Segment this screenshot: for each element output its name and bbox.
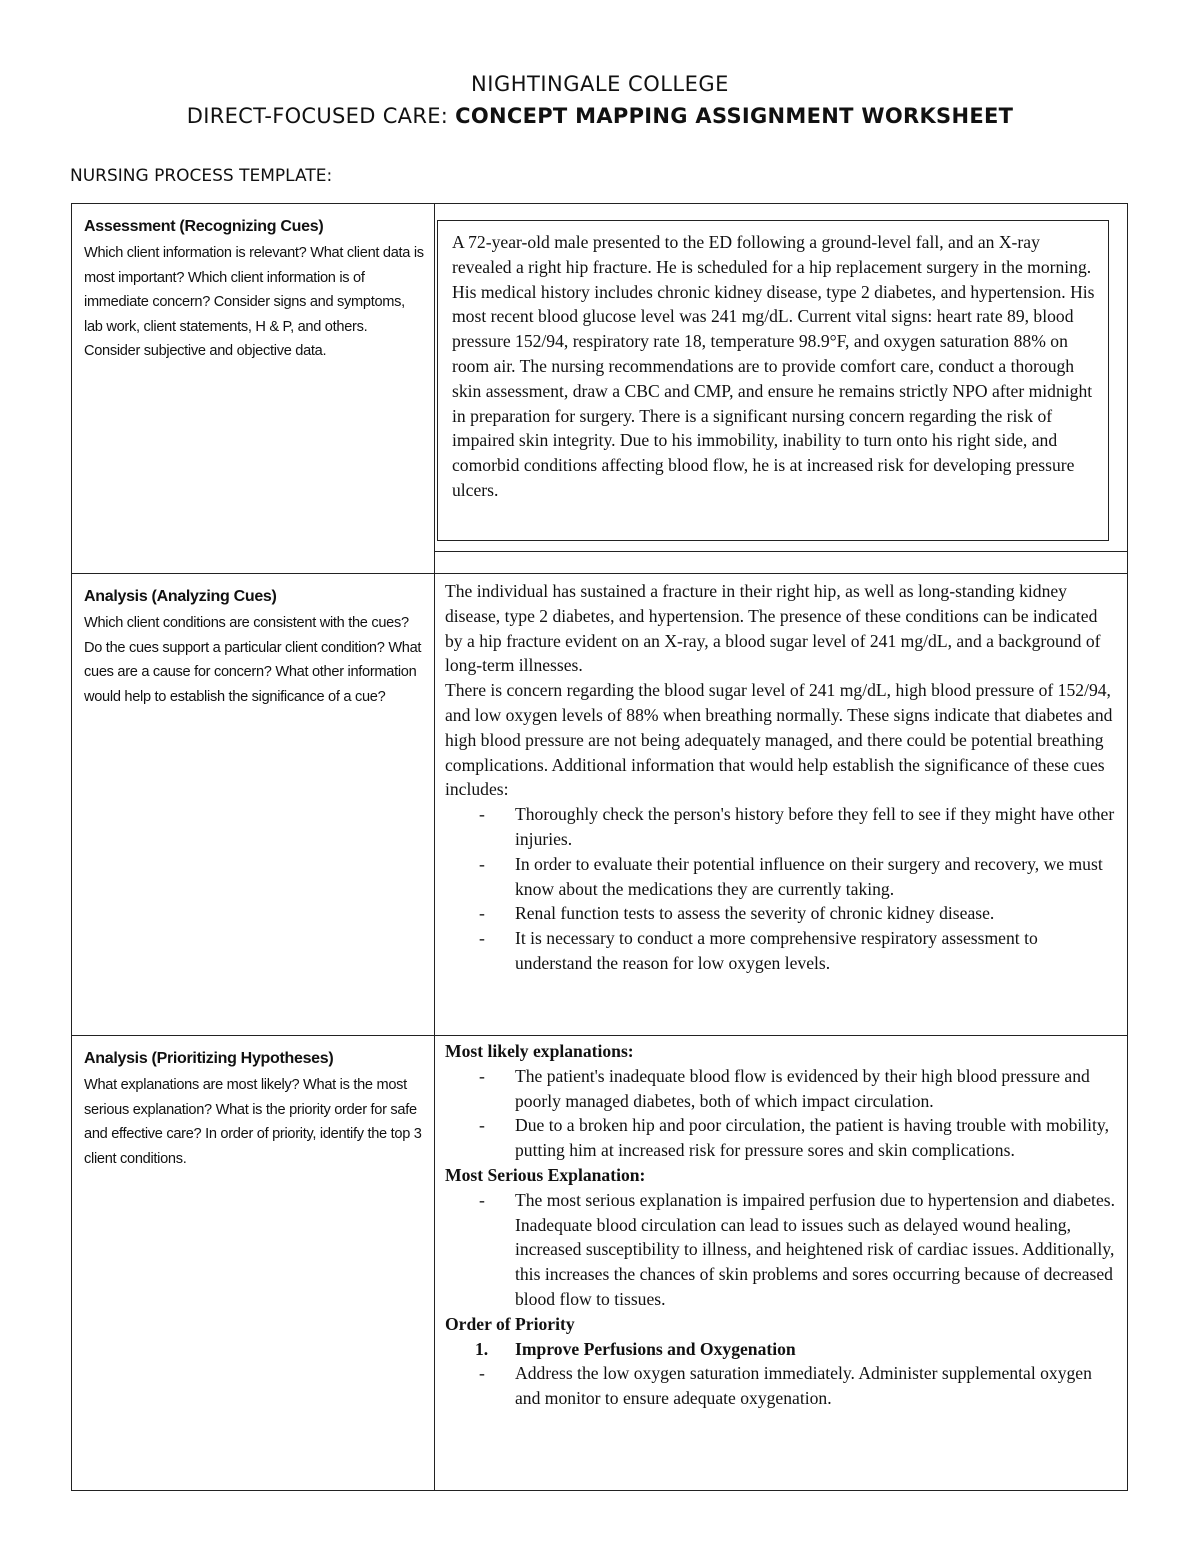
template-label: NURSING PROCESS TEMPLATE: xyxy=(70,166,333,186)
prioritizing-question: What explanations are most likely? What is the most serious explanation? What is the priority order for safe and effective care? In order of priority, identify the top 3 client conditions. xyxy=(84,1077,422,1167)
list-item: - Renal function tests to assess the severity of chronic kidney disease. xyxy=(479,903,995,924)
most-serious-list xyxy=(445,1188,1117,1312)
analyzing-cues-question: Which client conditions are consistent with the cues? Do the cues support a particular client condition? What cues are a cause for concern? What other information would help to establish the significance of a cue? xyxy=(84,615,422,705)
prioritizing-hypotheses-row xyxy=(72,1036,1128,1491)
list-item: - The patient's inadequate blood flow is evidenced by their high blood pressure and poorly managed diabetes, both of which impact circulation. xyxy=(479,1065,1090,1111)
additional-info-list xyxy=(445,802,1117,976)
list-item: - In order to evaluate their potential influence on their surgery and recovery, we must know about the medications they are currently taking. xyxy=(479,853,1103,899)
most-likely-header: Most likely explanations: xyxy=(445,1041,634,1061)
most-serious-header: Most Serious Explanation: xyxy=(445,1164,646,1185)
prioritizing-heading: Analysis (Prioritizing Hypotheses) xyxy=(84,1050,334,1067)
analyzing-cues-question-cell xyxy=(72,574,435,1036)
most-likely-list xyxy=(445,1064,1117,1163)
analyzing-cues-paragraph-2: There is concern regarding the blood sugar level of 241 mg/dL, high blood pressure of 152/94, and low oxygen levels of 88% when breathing normally. These signs indicate that diabetes and high blood pressure are not being adequately managed, and there could be potential breathing complications. Additional information that would help establish the significance of these cues includes: xyxy=(445,680,1113,800)
nursing-process-table xyxy=(71,203,1128,1491)
analyzing-cues-heading: Analysis (Analyzing Cues) xyxy=(84,588,277,605)
analyzing-cues-answer-cell xyxy=(435,574,1128,1036)
assessment-answer-cell xyxy=(435,204,1128,574)
prioritizing-question-cell xyxy=(72,1036,435,1491)
priority-1-list xyxy=(445,1361,1117,1411)
assessment-question: Which client information is relevant? What client data is most important? Which client information is of immediate concern? Consider signs and symptoms, lab work, client statements, H & P, and others. Consider subjective and objective data. xyxy=(84,245,424,360)
list-item: - It is necessary to conduct a more comprehensive respiratory assessment to understand the reason for low oxygen levels. xyxy=(479,928,1038,973)
list-item: - The most serious explanation is impaired perfusion due to hypertension and diabetes. Inadequate blood circulation can lead to issues such as delayed wound healing, increased susceptibility to illness, and heightened risk of cardiac issues. Additionally, this increases the chances of skin problems and sores occurring because of decreased blood flow to tissues. xyxy=(479,1189,1116,1309)
priority-item-1: 1. Improve Perfusions and Oxygenation xyxy=(475,1338,796,1359)
prioritizing-answer-cell xyxy=(435,1036,1128,1491)
assessment-question-cell xyxy=(72,204,435,574)
worksheet-title-bold: CONCEPT MAPPING ASSIGNMENT WORKSHEET xyxy=(455,104,1014,128)
list-item: - Due to a broken hip and poor circulation, the patient is having trouble with mobility, putting him at increased risk for pressure sores and skin complications. xyxy=(479,1115,1109,1161)
case-summary-text: A 72-year-old male presented to the ED following a ground-level fall, and an X-ray revealed a right hip fracture. He is scheduled for a hip replacement surgery in the morning. His medical history includes chronic kidney disease, type 2 diabetes, and hypertension. His most recent blood glucose level was 241 mg/dL. Current vital signs: heart rate 89, blood pressure 152/94, respiratory rate 18, temperature 98.9°F, and oxygen saturation 88% on room air. The nursing recommendations are to provide comfort care, conduct a thorough skin assessment, draw a CBC and CMP, and ensure he remains strictly NPO after midnight in preparation for surgery. There is a significant nursing concern regarding the risk of impaired skin integrity. Due to his immobility, inability to turn onto his right side, and comorbid conditions affecting blood flow, he is at increased risk for developing pressure ulcers. xyxy=(452,232,1095,500)
analyzing-cues-row xyxy=(72,574,1128,1036)
assessment-heading: Assessment (Recognizing Cues) xyxy=(84,218,324,235)
case-summary-box xyxy=(437,220,1109,541)
worksheet-title-prefix: DIRECT-FOCUSED CARE: xyxy=(186,104,456,128)
order-of-priority-header: Order of Priority xyxy=(445,1313,575,1334)
analyzing-cues-paragraph-1: The individual has sustained a fracture in their right hip, as well as long-standing kidney disease, type 2 diabetes, and hypertension. The presence of these conditions can be indicated by a hip fracture evident on an X-ray, a blood sugar level of 241 mg/dL, and a background of long-term illnesses. xyxy=(445,581,1101,676)
worksheet-title xyxy=(0,104,1200,128)
college-title: NIGHTINGALE COLLEGE xyxy=(471,72,729,96)
list-item: - Address the low oxygen saturation immediately. Administer supplemental oxygen and monitor to ensure adequate oxygenation. xyxy=(479,1363,1092,1409)
assessment-answer-divider xyxy=(435,551,1127,572)
list-item: - Thoroughly check the person's history before they fell to see if they might have other injuries. xyxy=(479,804,1115,849)
assessment-row xyxy=(72,204,1128,574)
